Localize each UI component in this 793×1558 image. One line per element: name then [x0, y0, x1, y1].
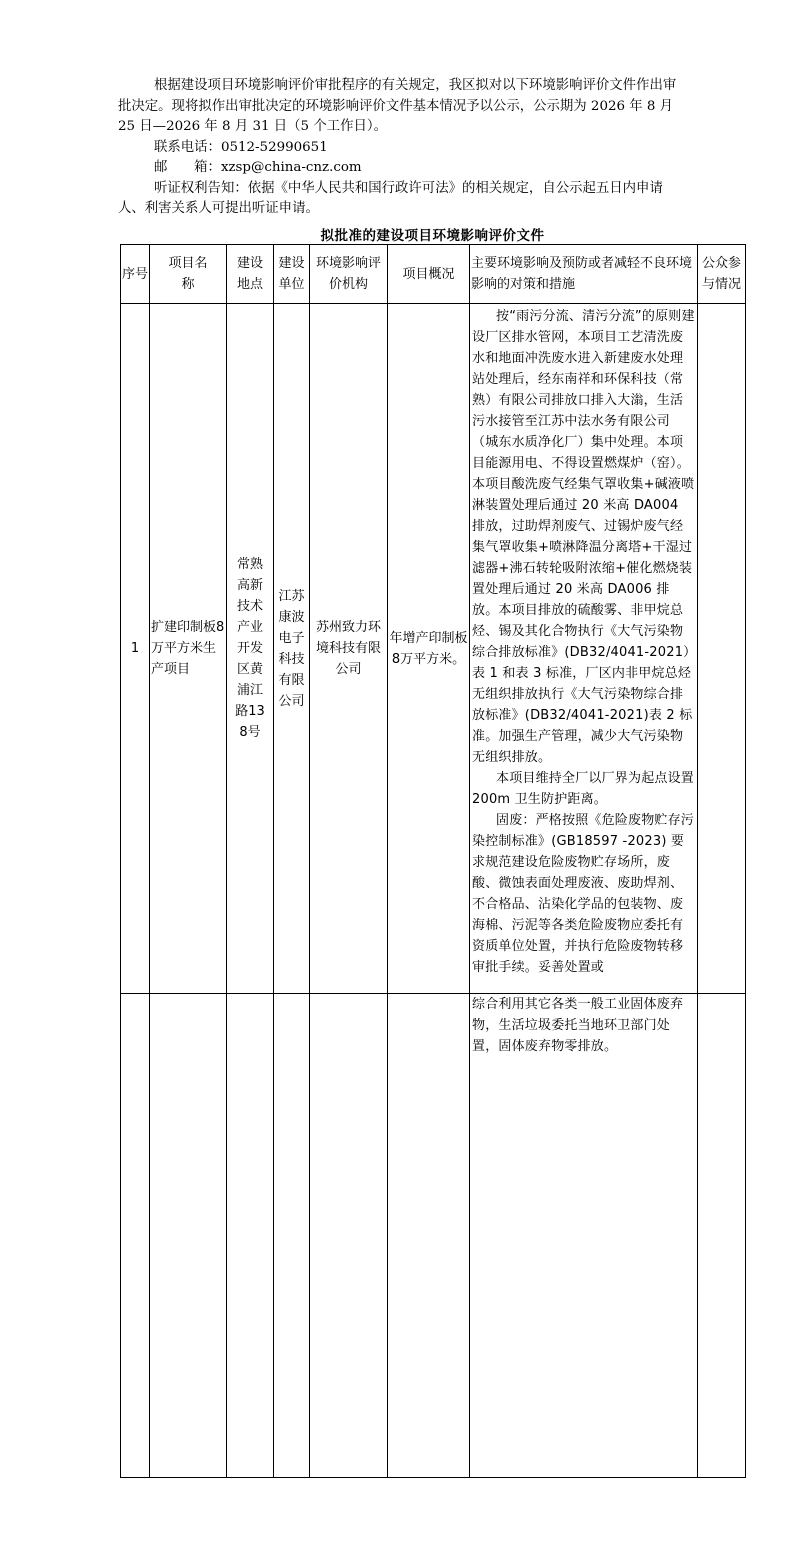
table-row-continued [121, 994, 746, 1478]
measures-continued-text: 综合利用其它各类一般工业固体废弃物，生活垃圾委托当地环卫部门处置，固体废弃物零排放。 [472, 997, 684, 1054]
header-seq: 序号 [121, 245, 150, 304]
cell-name: 扩建印制板8万平方米生产项目 [150, 304, 227, 994]
hearing-notice: 听证权利告知：依据《中华人民共和国行政许可法》的相关规定，自公示起五日内申请人、利害关系人可提出听证申请。 [118, 180, 663, 216]
cell-location: 常熟高新技术产业开发区黄浦江路138号 [227, 304, 274, 994]
header-public: 公众参与情况 [698, 245, 746, 304]
cell-empty [121, 994, 150, 1478]
header-location: 建设地点 [227, 245, 274, 304]
header-agency: 环境影响评价机构 [310, 245, 388, 304]
intro-paragraph: 根据建设项目环境影响评价审批程序的有关规定，我区拟对以下环境影响评价文件作出审批决定。现将拟作出审批决定的环境影响评价文件基本情况予以公示，公示期为 2026 年 8 月 25 日—2026 年 8 月 31 日（5 个工作日）。 [118, 78, 677, 134]
cell-public [698, 304, 746, 994]
cell-builder: 江苏康波电子科技有限公司 [274, 304, 310, 994]
projects-table [120, 244, 746, 1478]
contact-phone: 联系电话：0512-52990651 [154, 139, 328, 155]
intro-section [118, 76, 678, 220]
cell-overview: 年增产印制板8万平方米。 [388, 304, 470, 994]
cell-empty [274, 994, 310, 1478]
measures-water-air: 按“雨污分流、清污分流”的原则建设厂区排水管网，本项目工艺清洗废水和地面冲洗废水进入新建废水处理站处理后，经东南祥和环保科技（常熟）有限公司排放口排入大滃，生活污水接管至江苏中法水务有限公司（城东水质净化厂）集中处理。本项目能源用电、不得设置燃煤炉（窑）。本项目酸洗废气经集气罩收集+碱液喷淋装置处理后通过 20 米高 DA004 排放，过助焊剂废气、过锡炉废气经集气罩收集+喷淋降温分离塔+干湿过滤器+沸石转轮吸附浓缩+催化燃烧装置处理后通过 20 米高 DA006 排放。本项目排放的硫酸雾、非甲烷总烃、锡及其化合物执行《大气污染物综合排放标准》(DB32/4041-2021）表 1 和表 3 标准，厂区内非甲烷总烃无组织排放执行《大气污染物综合排放标准》(DB32/4041-2021)表 2 标准。加强生产管理，减少大气污染物无组织排放。 [472, 309, 695, 765]
table-title: 拟批准的建设项目环境影响评价文件 [320, 228, 545, 244]
cell-seq: 1 [121, 304, 150, 994]
cell-empty [150, 994, 227, 1478]
header-name: 项目名称 [150, 245, 227, 304]
cell-measures-continued [470, 994, 698, 1478]
table-header-row [121, 245, 746, 304]
cell-agency: 苏州致力环境科技有限公司 [310, 304, 388, 994]
cell-empty [388, 994, 470, 1478]
measures-distance: 本项目维持全厂以厂界为起点设置 200m 卫生防护距离。 [472, 771, 695, 807]
cell-empty [310, 994, 388, 1478]
header-builder: 建设单位 [274, 245, 310, 304]
contact-email: 邮 箱：xzsp@china-cnz.com [154, 160, 362, 175]
header-measures: 主要环境影响及预防或者减轻不良环境影响的对策和措施 [470, 245, 698, 304]
measures-solid-waste: 固废：严格按照《危险废物贮存污染控制标准》(GB18597 -2023) 要求规范建设危险废物贮存场所，废酸、微蚀表面处理废液、废助焊剂、不合格品、沾染化学品的包装物、废海棉、污泥等各类危险废物应委托有资质单位处置，并执行危险废物转移审批手续。妥善处置或 [472, 813, 695, 975]
cell-empty [698, 994, 746, 1478]
header-overview: 项目概况 [388, 245, 470, 304]
cell-empty [227, 994, 274, 1478]
cell-measures [470, 304, 698, 994]
table-row [121, 304, 746, 994]
